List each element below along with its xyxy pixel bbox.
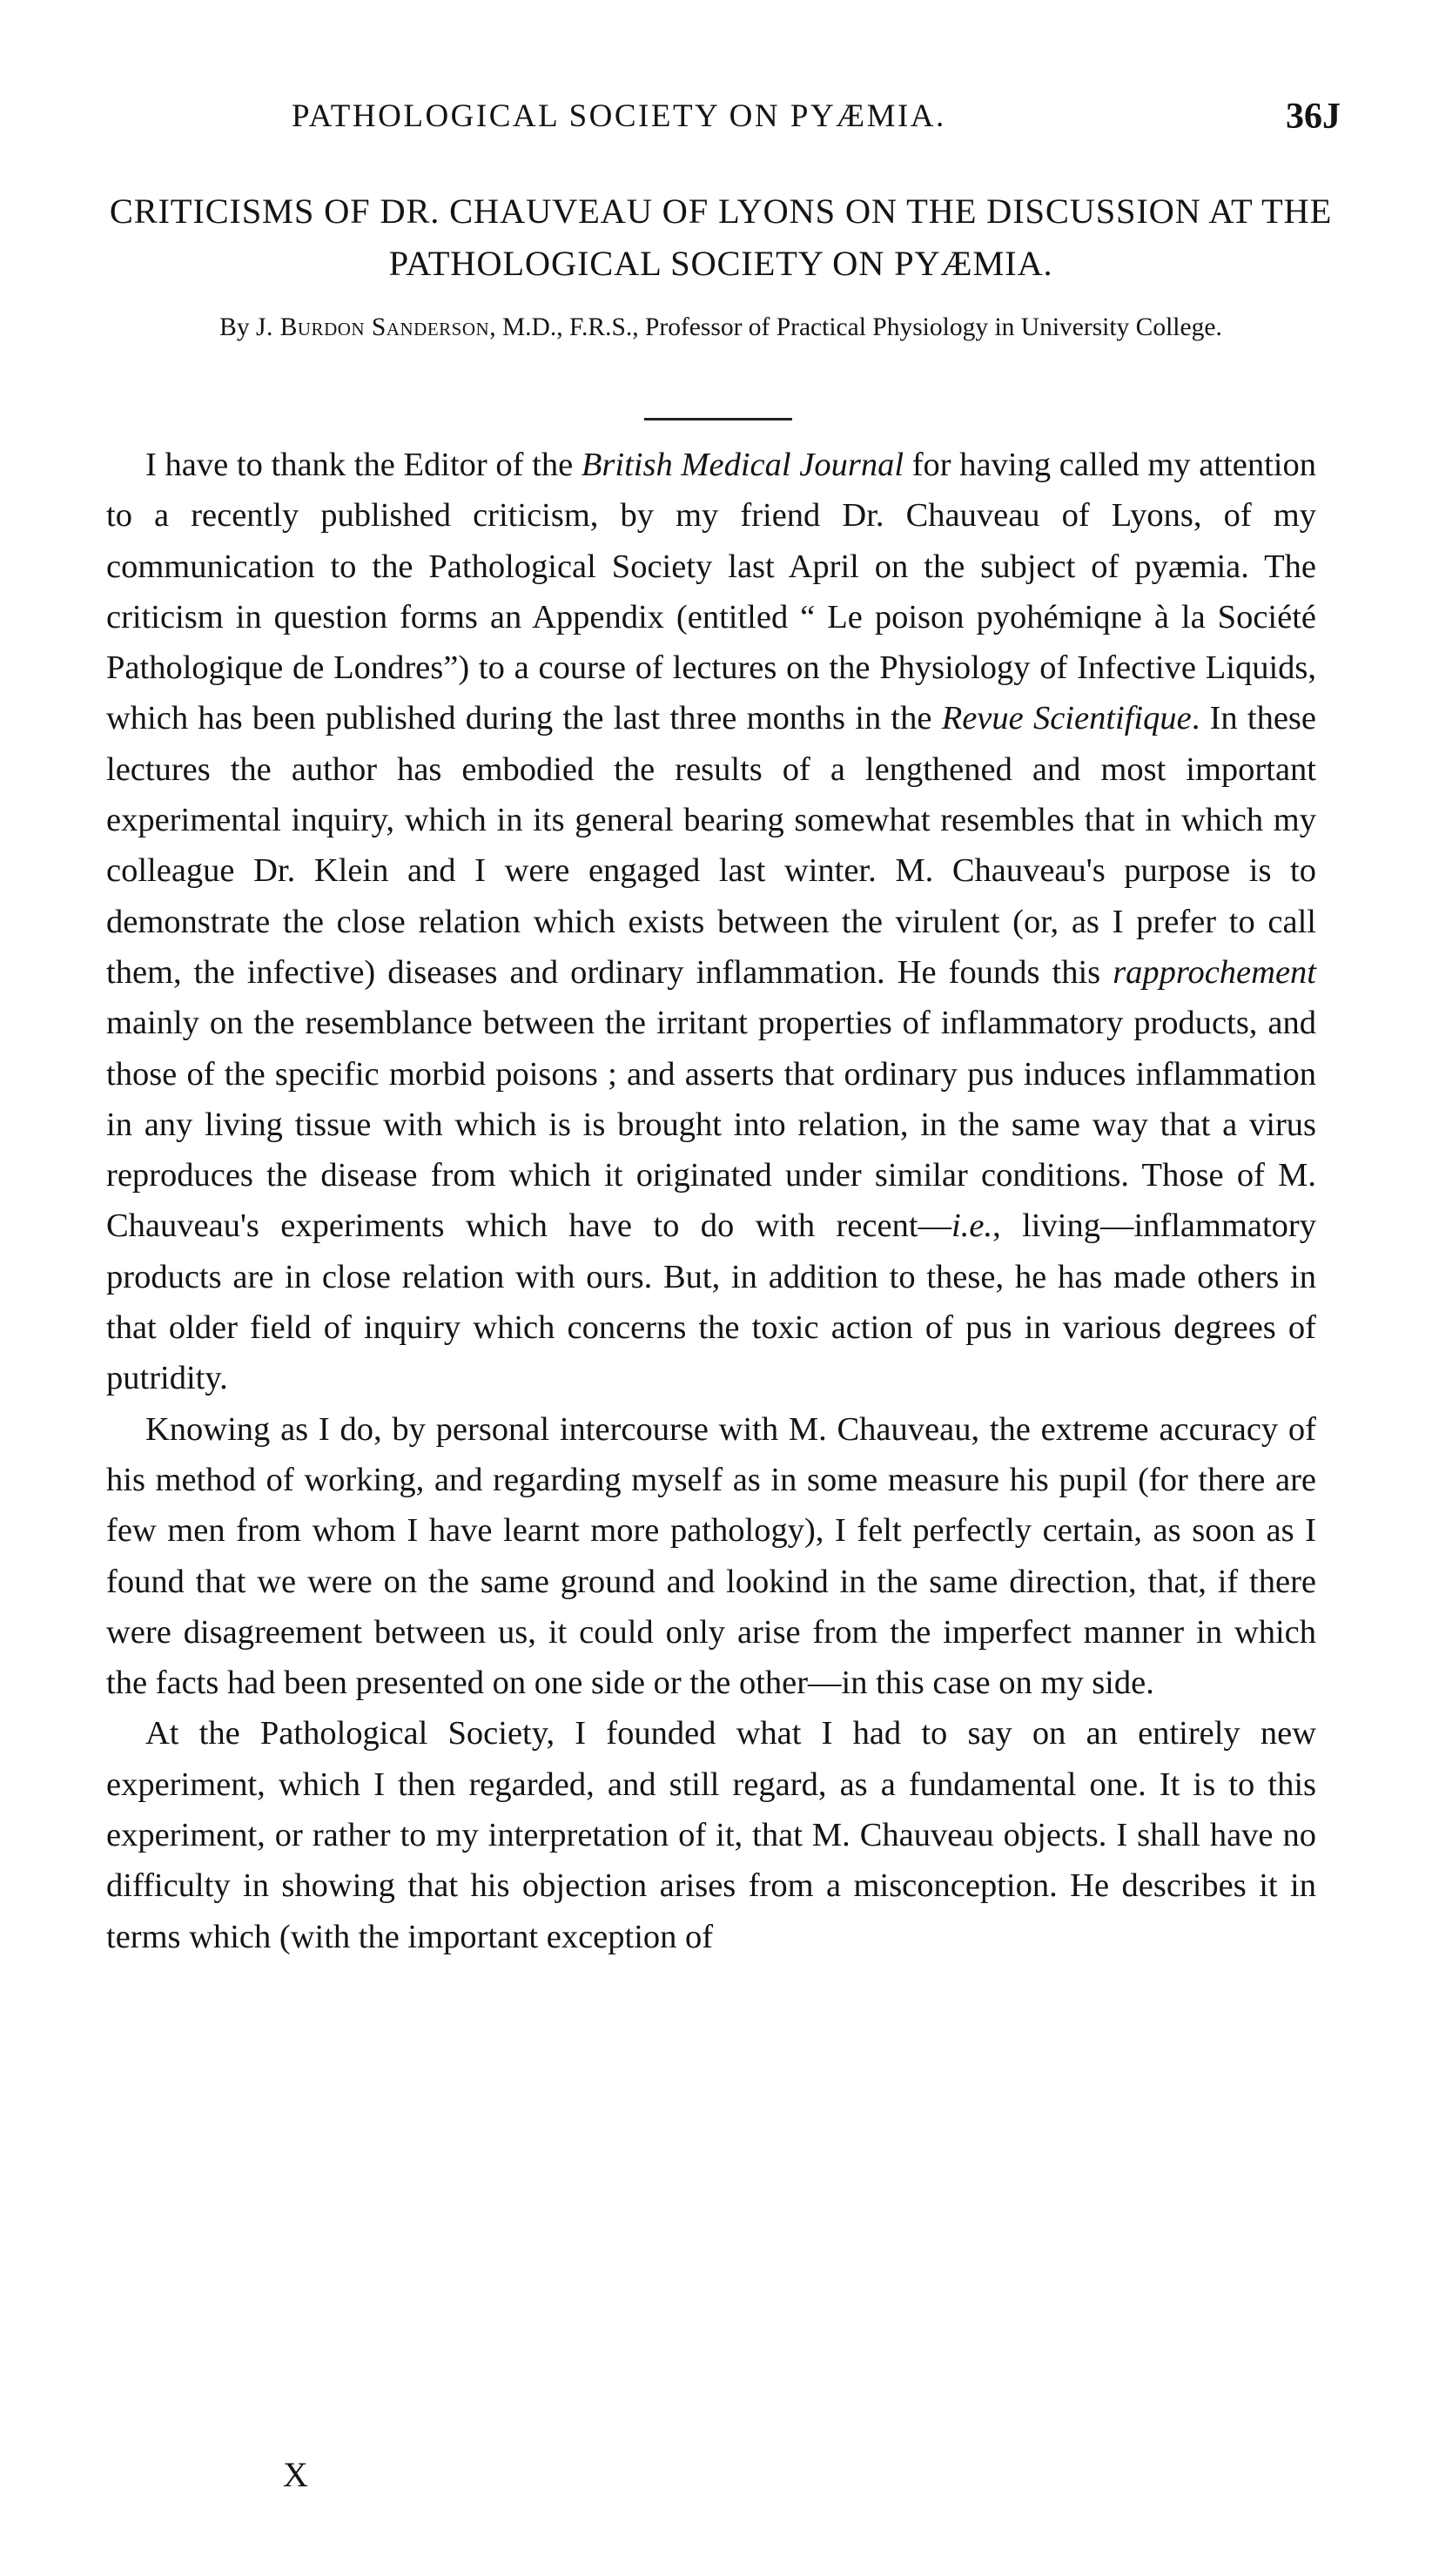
paragraph-text: Knowing as I do, by personal intercourse with M. Chauveau, the extreme accuracy of his method of working, and regarding myself as in some measure his pupil (for there are few men from whom I have learnt more pathology), I felt perfectly certain, as soon as I found that we were on the same ground and lookind in the same direction, that, if there were disagreement between us, it could only arise from the imperfect manner in which the facts had been presented on one side or the other—in this case on my side. xyxy=(106,1410,1316,1702)
body-paragraph xyxy=(106,1708,1316,1961)
paragraph-text: At the Pathological Society, I founded what I had to say on an entirely new experiment, which I then regarded, and still regard, as a fundamental one. It is to this experiment, or rather to my interpretation of it, that M. Chauveau objects. I shall have no difficulty in showing that his objection arises from a misconception. He describes it in terms which (with the important exception of xyxy=(106,1715,1316,1955)
paragraph-text: . In these lectures the author has embodied the results of a lengthened and most important experimental inquiry, which in its general bearing somewhat resembles that in which my colleague Dr. Klein and I were engaged last winter. M. Chauveau's purpose is to demonstrate the close relation which exists between the virulent (or, as I prefer to call them, the infective) diseases and ordinary inflammation. He founds this xyxy=(106,700,1316,991)
byline-prefix: By xyxy=(219,313,256,341)
running-head xyxy=(104,91,1341,143)
author-name: J. Burdon Sanderson xyxy=(255,313,490,341)
signature-mark: X xyxy=(283,2455,308,2494)
title-rule xyxy=(644,418,792,420)
paragraph-text: mainly on the resemblance between the irritant properties of inflammatory products, and those of the specific morbid poisons ; and asserts that ordinary pus induces inflammation in any living tissue with which is is brought into relation, in the same way that a virus reproduces the disease from which it originated under similar conditions. Those of M. Chauveau's experiments which have to do with recent— xyxy=(106,1005,1316,1245)
italic-text: i.e. xyxy=(951,1207,993,1245)
italic-text: Revue Scientifique xyxy=(941,700,1192,737)
paragraph-text: I have to thank the Editor of the xyxy=(145,447,582,483)
article-body xyxy=(106,440,1316,1962)
paragraph-text: for having called my attention to a recently published criticism, by my friend Dr. Chauveau of Lyons, of my communication to the Pathological Society last April on the subject of pyæmia. The criticism in question forms an Appendix (entitled “ Le poison pyohémiqne à la Société Pathologique de Londres”) to a course of lectures on the Physiology of Infective Liquids, which has been published during the last three months in the xyxy=(106,447,1316,737)
author-credentials: , M.D., F.R.S., Professor of Practical Physiology in University College. xyxy=(489,313,1222,341)
italic-text: rapprochement xyxy=(1113,953,1316,991)
body-paragraph xyxy=(106,440,1316,1404)
byline xyxy=(103,306,1339,348)
paragraph-text: , living—inflammatory products are in close relation with ours. But, in addition to these, he has made others in that older field of inquiry which concerns the toxic action of pus in various degrees of putridity. xyxy=(106,1207,1316,1397)
article-title: CRITICISMS OF DR. CHAUVEAU OF LYONS ON THE DISCUSSION AT THE PATHOLOGICAL SOCIETY ON PYÆMIA. xyxy=(109,192,1333,283)
running-title: PATHOLOGICAL SOCIETY ON PYÆMIA. xyxy=(292,98,946,134)
italic-text: British Medical Journal xyxy=(581,447,904,483)
page-number: 36J xyxy=(1286,97,1341,137)
body-paragraph xyxy=(106,1404,1316,1709)
